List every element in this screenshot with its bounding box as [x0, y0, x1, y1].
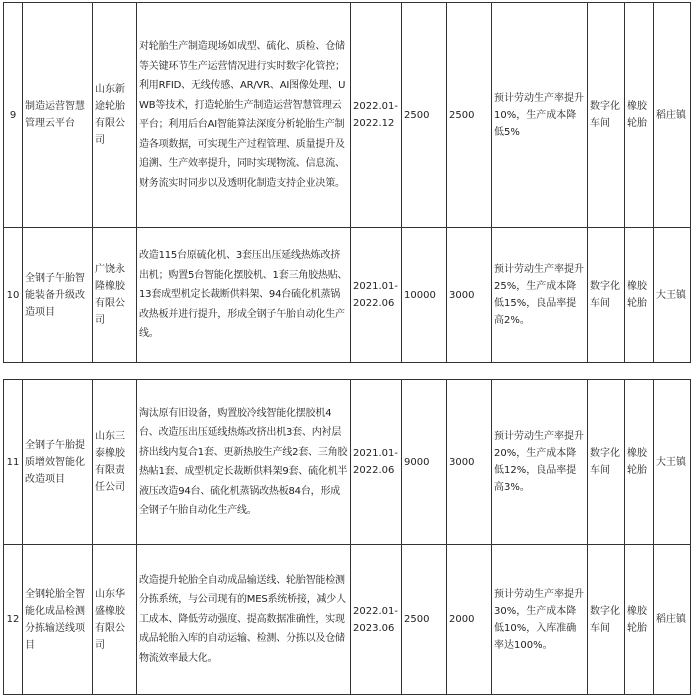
town: 稻庄镇	[654, 545, 691, 695]
industry: 橡胶轮胎	[625, 380, 654, 545]
project-content: 对轮胎生产制造现场如成型、硫化、质检、仓储等关键环节生产运营情况进行实时数字化管控；利用RFID、无线传感、AR/VR、AI图像处理、UWB等技术，打造轮胎生产制造运营智慧管理云平台；利用后台AI智能算法深度分析轮胎生产制造各项数据，可实现生产过程管理、质量提升及追溯、生产效率提升，同时实现物流、信息流、财务流实时同步以及透明化制造支持企业决策。	[137, 3, 351, 228]
project-type: 数字化车间	[588, 545, 625, 695]
town: 大王镇	[654, 228, 691, 363]
project-type: 数字化车间	[588, 228, 625, 363]
project-name: 全钢子午胎提质增效智能化改造项目	[23, 380, 93, 545]
company-name: 山东华盛橡胶有限公司	[93, 545, 137, 695]
total-investment: 2500	[402, 3, 447, 228]
construction-period: 2021.01-2022.06	[351, 228, 402, 363]
project-name: 全钢子午胎智能装备升级改造项目	[23, 228, 93, 363]
town: 稻庄镇	[654, 3, 691, 228]
row-number: 9	[4, 3, 23, 228]
expected-target: 预计劳动生产率提升30%，生产成本降低10%，入库准确率达100%。	[492, 545, 588, 695]
table-row	[4, 380, 691, 545]
project-content: 改造115台原硫化机、3套压出压延线热炼改挤出机；购置5台智能化摆胶机、1套三角胶热贴、13套成型机定长裁断供料架、94台硫化机蒸锅改热板并进行提升，形成全钢子午胎自动化生产线。	[137, 228, 351, 363]
industry: 橡胶轮胎	[625, 228, 654, 363]
company-name: 山东新途轮胎有限公司	[93, 3, 137, 228]
table-row	[4, 3, 691, 228]
total-investment: 9000	[402, 380, 447, 545]
equipment-investment: 2000	[447, 545, 492, 695]
construction-period: 2022.01-2023.06	[351, 545, 402, 695]
construction-period: 2022.01-2022.12	[351, 3, 402, 228]
project-content: 改造提升轮胎全自动成品输送线、轮胎智能检测分拣系统，与公司现有的MES系统桥接，减少人工成本、降低劳动强度、提高数据准确性，实现成品轮胎入库的自动运输、检测、分拣以及仓储物流效率最大化。	[137, 545, 351, 695]
project-name: 制造运营智慧管理云平台	[23, 3, 93, 228]
equipment-investment: 2500	[447, 3, 492, 228]
total-investment: 2500	[402, 545, 447, 695]
row-number: 11	[4, 380, 23, 545]
equipment-investment: 3000	[447, 380, 492, 545]
town: 大王镇	[654, 380, 691, 545]
company-name: 山东三泰橡胶有限责任公司	[93, 380, 137, 545]
expected-target: 预计劳动生产率提升10%，生产成本降低5%	[492, 3, 588, 228]
construction-period: 2021.01-2022.06	[351, 380, 402, 545]
project-table-bottom	[3, 379, 691, 695]
table-row	[4, 545, 691, 695]
equipment-investment: 3000	[447, 228, 492, 363]
project-type: 数字化车间	[588, 380, 625, 545]
total-investment: 10000	[402, 228, 447, 363]
row-number: 12	[4, 545, 23, 695]
row-number: 10	[4, 228, 23, 363]
table-row	[4, 228, 691, 363]
company-name: 广饶永隆橡胶有限公司	[93, 228, 137, 363]
industry: 橡胶轮胎	[625, 3, 654, 228]
project-type: 数字化车间	[588, 3, 625, 228]
project-name: 全钢轮胎全智能化成品检测分拣输送线项目	[23, 545, 93, 695]
industry: 橡胶轮胎	[625, 545, 654, 695]
expected-target: 预计劳动生产率提升25%，生产成本降低15%，良品率提高2%。	[492, 228, 588, 363]
project-content: 淘汰原有旧设备，购置胶冷线智能化摆胶机4台、改造压出压延线热炼改挤出机3套、内衬层挤出线内复合1套、更新热胶生产线2套、三角胶热帖1套、成型机定长裁断供料架9套、硫化机半液压改造94台、硫化机蒸锅改热板84台，形成全钢子午胎自动化生产线。	[137, 380, 351, 545]
project-table-top	[3, 2, 691, 363]
expected-target: 预计劳动生产率提升20%，生产成本降低12%，良品率提高3%。	[492, 380, 588, 545]
